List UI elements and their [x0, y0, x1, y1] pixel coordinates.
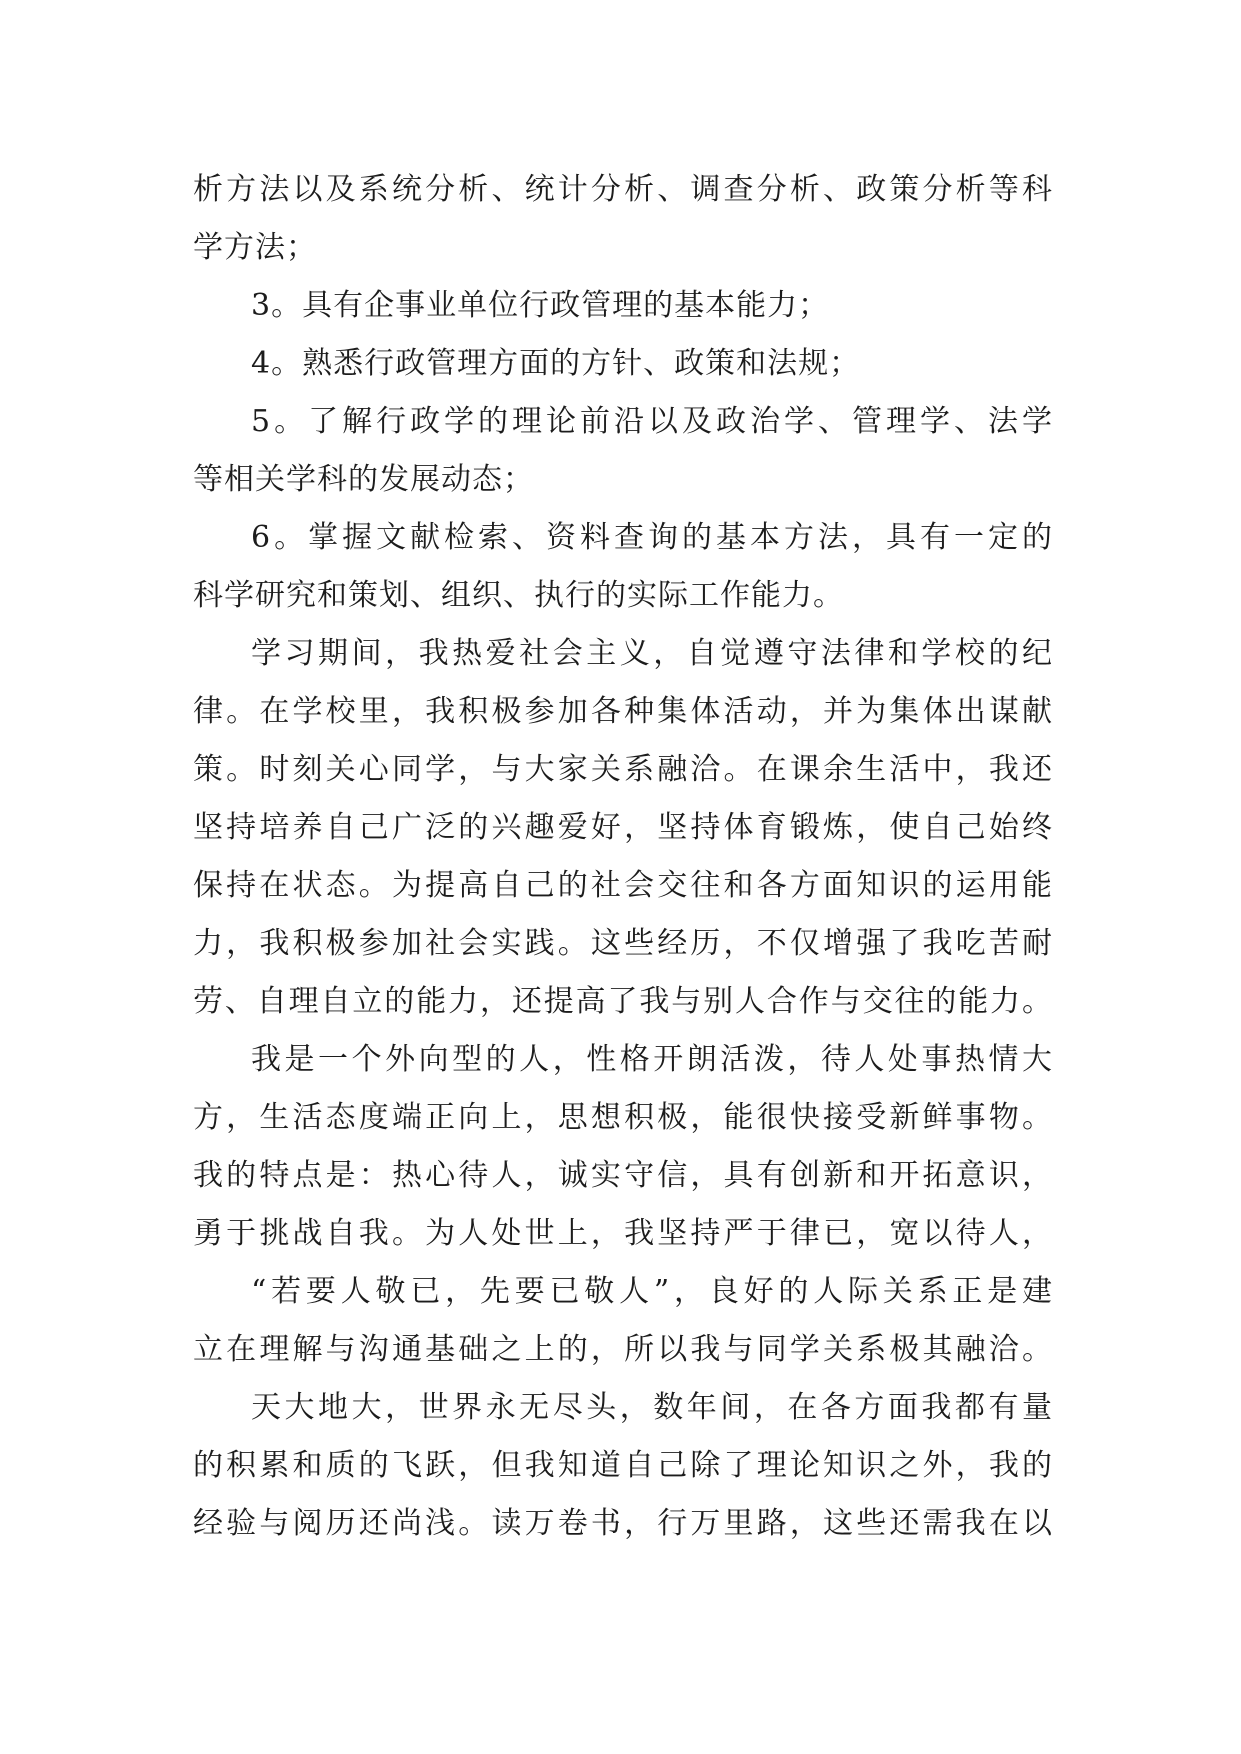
text-line: 律。在学校里，我积极参加各种集体活动，并为集体出谋献	[193, 694, 1053, 729]
text-line: 3。具有企事业单位行政管理的基本能力；	[251, 288, 830, 323]
text-line: 5。了解行政学的理论前沿以及政治学、管理学、法学	[251, 404, 1053, 439]
text-line: 天大地大，世界永无尽头，数年间，在各方面我都有量	[251, 1390, 1053, 1425]
text-line: 劳、自理自立的能力，还提高了我与别人合作与交往的能力。	[193, 984, 1053, 1019]
text-line: 学方法；	[193, 230, 317, 265]
text-line: “若要人敬已，先要已敬人”，良好的人际关系正是建	[251, 1274, 1053, 1309]
text-line: 坚持培养自己广泛的兴趣爱好，坚持体育锻炼，使自己始终	[193, 810, 1053, 845]
text-line: 的积累和质的飞跃，但我知道自己除了理论知识之外，我的	[193, 1448, 1053, 1483]
text-line: 经验与阅历还尚浅。读万卷书，行万里路，这些还需我在以	[193, 1506, 1053, 1541]
text-line: 勇于挑战自我。为人处世上，我坚持严于律已，宽以待人，	[193, 1216, 1053, 1251]
text-line: 科学研究和策划、组织、执行的实际工作能力。	[193, 578, 844, 613]
text-line: 我的特点是：热心待人，诚实守信，具有创新和开拓意识，	[193, 1158, 1053, 1193]
text-line: 析方法以及系统分析、统计分析、调查分析、政策分析等科	[193, 172, 1053, 207]
text-line: 力，我积极参加社会实践。这些经历，不仅增强了我吃苦耐	[193, 926, 1053, 961]
text-line: 策。时刻关心同学，与大家关系融洽。在课余生活中，我还	[193, 752, 1053, 787]
text-line: 4。熟悉行政管理方面的方针、政策和法规；	[251, 346, 861, 381]
text-line: 学习期间，我热爱社会主义，自觉遵守法律和学校的纪	[251, 636, 1053, 671]
text-line: 方，生活态度端正向上，思想积极，能很快接受新鲜事物。	[193, 1100, 1053, 1135]
text-line: 6。掌握文献检索、资料查询的基本方法，具有一定的	[251, 520, 1053, 555]
text-line: 我是一个外向型的人，性格开朗活泼，待人处事热情大	[251, 1042, 1053, 1077]
text-line: 立在理解与沟通基础之上的，所以我与同学关系极其融洽。	[193, 1332, 1053, 1367]
text-line: 保持在状态。为提高自己的社会交往和各方面知识的运用能	[193, 868, 1053, 903]
text-line: 等相关学科的发展动态；	[193, 462, 534, 497]
